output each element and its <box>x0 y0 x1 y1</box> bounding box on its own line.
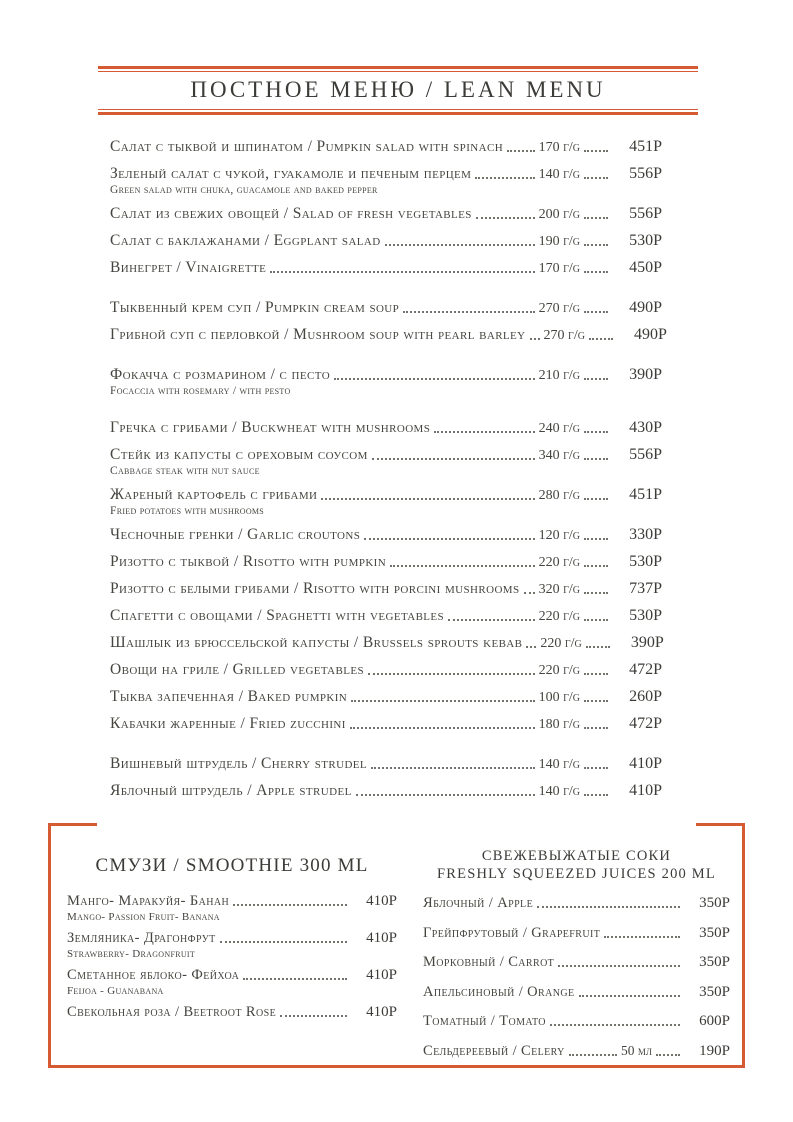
item-line <box>110 326 667 344</box>
item-price: 190Р <box>699 1042 730 1059</box>
item-weight: 220 г/g <box>538 555 580 570</box>
dot-leader <box>584 458 608 460</box>
menu-item-row <box>110 634 662 652</box>
dot-leader <box>351 700 534 702</box>
dot-leader <box>524 592 535 594</box>
item-name: Апельсиновый / Orange <box>423 983 575 1000</box>
item-name: Грейпфрутовый / Grapefruit <box>423 924 601 941</box>
menu-item-row <box>110 366 662 397</box>
menu-item-row <box>110 486 662 517</box>
item-name: Сметанное яблоко- Фейхоа <box>67 967 240 983</box>
menu-item-row <box>110 446 662 477</box>
item-price: 410Р <box>366 1004 397 1020</box>
menu-item-row <box>110 165 662 196</box>
item-line <box>110 782 662 800</box>
item-weight: 170 г/g <box>538 140 580 155</box>
dot-leader <box>526 646 536 648</box>
drink-item-row <box>423 1043 730 1060</box>
item-name: Шашлык из брюссельской капусты / Brussels sprouts kebab <box>110 634 523 651</box>
item-weight: 190 г/g <box>538 234 580 249</box>
dot-leader <box>356 794 535 796</box>
dot-leader <box>372 458 535 460</box>
item-price: 530Р <box>629 232 662 249</box>
dot-leader <box>584 727 608 729</box>
item-name: Сельдереевый / Celery <box>423 1042 565 1059</box>
item-name: Вишневый штрудель / Cherry strudel <box>110 755 368 772</box>
item-line <box>110 607 662 625</box>
item-name: Свекольная роза / Beetroot Rose <box>67 1004 277 1020</box>
item-line <box>110 661 662 679</box>
menu-item-row <box>110 259 662 277</box>
dot-leader <box>584 431 608 433</box>
item-name: Кабачки жаренные / Fried zucchini <box>110 715 346 732</box>
item-price: 410Р <box>629 755 662 772</box>
drink-item-row <box>67 893 397 923</box>
item-line <box>110 553 662 571</box>
item-name: Томатный / Tomato <box>423 1013 546 1030</box>
item-subtitle: Feijoa - Guanabana <box>67 985 164 997</box>
menu-item-row <box>110 205 662 223</box>
item-weight: 180 г/g <box>538 717 580 732</box>
juice-items <box>423 895 730 1060</box>
item-line <box>110 232 662 250</box>
item-line <box>423 1013 730 1030</box>
item-line <box>110 715 662 733</box>
item-price: 451Р <box>629 486 662 503</box>
dot-leader <box>589 338 613 340</box>
dot-leader <box>579 995 681 997</box>
menu-item-row <box>110 419 662 437</box>
item-line <box>67 1004 397 1021</box>
drink-item-row <box>67 1004 397 1021</box>
dot-leader <box>403 311 534 313</box>
item-price: 472Р <box>629 661 662 678</box>
drink-item-row <box>423 984 730 1001</box>
item-name: Салат с тыквой и шпинатом / Pumpkin salad with spinach <box>110 138 504 155</box>
item-price: 556Р <box>629 446 662 463</box>
item-price: 490Р <box>629 299 662 316</box>
menu-section <box>110 366 662 397</box>
dot-leader <box>584 592 608 594</box>
item-name: Салат из свежих овощей / Salad of fresh vegetables <box>110 205 472 222</box>
item-price: 350Р <box>699 895 730 912</box>
item-price: 350Р <box>699 983 730 1000</box>
item-name: Спагетти с овощами / Spaghetti with vegetables <box>110 607 445 624</box>
dot-leader <box>569 1054 617 1056</box>
drink-item-row <box>67 967 397 997</box>
dot-leader <box>550 1024 680 1026</box>
item-price: 350Р <box>699 924 730 941</box>
page-title: ПОСТНОЕ МЕНЮ / LEAN MENU <box>190 77 606 102</box>
menu-item-row <box>110 782 662 800</box>
menu-sections <box>110 138 667 822</box>
item-weight: 270 г/g <box>543 328 585 343</box>
item-name: Яблочный / Apple <box>423 895 534 912</box>
item-name: Салат с баклажанами / Eggplant salad <box>110 232 381 249</box>
item-weight: 220 г/g <box>540 636 582 651</box>
item-line <box>423 1043 730 1060</box>
item-name: Яблочный штрудель / Apple strudel <box>110 782 352 799</box>
menu-section <box>110 755 662 800</box>
item-price: 451Р <box>629 138 662 155</box>
dot-leader <box>584 673 608 675</box>
menu-section <box>110 299 667 344</box>
dot-leader <box>584 244 608 246</box>
smoothie-panel <box>51 823 409 1065</box>
item-line <box>110 299 662 317</box>
dot-leader <box>558 965 680 967</box>
item-weight: 210 г/g <box>538 368 580 383</box>
dot-leader <box>530 338 540 340</box>
juices-title-en: FRESHLY SQUEEZED JUICES 200 ML <box>437 866 716 883</box>
menu-section <box>110 138 662 277</box>
item-name: Ризотто с белыми грибами / Risotto with porcini mushrooms <box>110 580 520 597</box>
item-weight: 220 г/g <box>538 609 580 624</box>
menu-section <box>110 419 662 733</box>
item-weight: 240 г/g <box>538 421 580 436</box>
item-weight: 100 г/g <box>538 690 580 705</box>
dot-leader <box>280 1015 347 1017</box>
item-price: 410Р <box>366 930 397 946</box>
drink-item-row <box>423 1013 730 1030</box>
item-line <box>67 967 397 984</box>
menu-item-row <box>110 138 662 156</box>
item-line <box>110 138 662 156</box>
item-name: Фокачча с розмарином / с песто <box>110 366 331 383</box>
dot-leader <box>233 904 347 906</box>
item-line <box>110 634 662 652</box>
item-price: 390Р <box>629 366 662 383</box>
item-price: 430Р <box>629 419 662 436</box>
item-line <box>110 419 662 437</box>
item-weight: 140 г/g <box>538 167 580 182</box>
dot-leader <box>350 727 535 729</box>
item-subtitle: Mango- Passion Fruit- Banana <box>67 911 220 923</box>
item-weight: 280 г/g <box>538 488 580 503</box>
item-weight: 120 г/g <box>538 528 580 543</box>
item-price: 556Р <box>629 205 662 222</box>
dot-leader <box>537 906 680 908</box>
item-name: Грибной суп с перловкой / Mushroom soup with pearl barley <box>110 326 526 343</box>
dot-leader <box>584 498 608 500</box>
item-line <box>110 205 662 223</box>
item-line <box>423 895 730 912</box>
item-name: Овощи на гриле / Grilled vegetables <box>110 661 364 678</box>
header-bottom-rule <box>98 109 698 115</box>
item-name: Тыква запеченная / Baked pumpkin <box>110 688 348 705</box>
item-subtitle: Focaccia with rosemary / with pesto <box>110 385 291 397</box>
item-line <box>423 984 730 1001</box>
item-price: 450Р <box>629 259 662 276</box>
item-name: Земляника- Драгонфрут <box>67 930 216 946</box>
dot-leader <box>434 431 534 433</box>
menu-item-row <box>110 688 662 706</box>
dot-leader <box>220 941 347 943</box>
item-line <box>110 755 662 773</box>
item-line <box>110 486 662 504</box>
item-line <box>110 526 662 544</box>
item-subtitle: Strawberry- Dragonfruit <box>67 948 196 960</box>
dot-leader <box>584 177 608 179</box>
item-price: 737Р <box>629 580 662 597</box>
item-name: Гречка с грибами / Buckwheat with mushrooms <box>110 419 431 436</box>
item-weight: 140 г/g <box>538 757 580 772</box>
drink-item-row <box>67 930 397 960</box>
item-weight: 170 г/g <box>538 261 580 276</box>
dot-leader <box>584 619 608 621</box>
menu-item-row <box>110 661 662 679</box>
item-name: Ризотто с тыквой / Risotto with pumpkin <box>110 553 387 570</box>
dot-leader <box>385 244 535 246</box>
item-price: 260Р <box>629 688 662 705</box>
dot-leader <box>448 619 535 621</box>
item-price: 600Р <box>699 1013 730 1030</box>
smoothie-panel-title: СМУЗИ / SMOOTHIE 300 ML <box>95 855 369 876</box>
item-name: Тыквенный крем суп / Pumpkin cream soup <box>110 299 400 316</box>
drink-item-row <box>423 925 730 942</box>
dot-leader <box>368 673 535 675</box>
menu-header <box>98 66 698 115</box>
item-name: Зеленый салат с чукой, гуакамоле и печеным перцем <box>110 165 472 182</box>
dot-leader <box>334 378 535 380</box>
dot-leader <box>476 217 535 219</box>
menu-item-row <box>110 326 667 344</box>
dot-leader <box>390 565 535 567</box>
item-price: 490Р <box>634 326 667 343</box>
dot-leader <box>584 217 608 219</box>
dot-leader <box>584 794 608 796</box>
drink-item-row <box>423 954 730 971</box>
item-name: Манго- Маракуйя- Банан <box>67 893 230 909</box>
item-name: Стейк из капусты с ореховым соусом <box>110 446 368 463</box>
drinks-box <box>48 823 745 1068</box>
dot-leader <box>584 271 608 273</box>
item-line <box>423 925 730 942</box>
item-line <box>423 954 730 971</box>
dot-leader <box>584 767 608 769</box>
item-line <box>110 446 662 464</box>
menu-item-row <box>110 553 662 571</box>
item-line <box>110 688 662 706</box>
dot-leader <box>270 271 534 273</box>
dot-leader <box>243 978 347 980</box>
item-name: Винегрет / Vinaigrette <box>110 259 267 276</box>
item-subtitle: Green salad with chuka, guacamole and baked pepper <box>110 184 378 196</box>
item-name: Чесночные гренки / Garlic croutons <box>110 526 361 543</box>
item-price: 330Р <box>629 526 662 543</box>
item-price: 530Р <box>629 553 662 570</box>
item-weight: 140 г/g <box>538 784 580 799</box>
item-weight: 220 г/g <box>538 663 580 678</box>
item-line <box>110 366 662 384</box>
dot-leader <box>321 498 534 500</box>
item-weight: 320 г/g <box>538 582 580 597</box>
item-price: 410Р <box>629 782 662 799</box>
drink-item-row <box>423 895 730 912</box>
juices-panel-title <box>423 847 730 883</box>
item-name: Жареный картофель с грибами <box>110 486 318 503</box>
menu-item-row <box>110 526 662 544</box>
item-subtitle: Fried potatoes with mushrooms <box>110 505 265 517</box>
item-line <box>110 259 662 277</box>
dot-leader <box>584 538 608 540</box>
item-price: 472Р <box>629 715 662 732</box>
item-price: 410Р <box>366 967 397 983</box>
menu-item-row <box>110 232 662 250</box>
dot-leader <box>475 177 534 179</box>
item-price: 410Р <box>366 893 397 909</box>
menu-item-row <box>110 715 662 733</box>
item-line <box>110 580 662 598</box>
item-subtitle: Cabbage steak with nut sauce <box>110 465 260 477</box>
item-volume: 50 мл <box>621 1042 652 1058</box>
dot-leader <box>656 1054 680 1056</box>
item-price: 556Р <box>629 165 662 182</box>
item-weight: 270 г/g <box>538 301 580 316</box>
item-price: 350Р <box>699 954 730 971</box>
dot-leader <box>586 646 610 648</box>
dot-leader <box>604 936 680 938</box>
dot-leader <box>364 538 534 540</box>
item-line <box>110 165 662 183</box>
item-name: Морковный / Carrot <box>423 954 555 971</box>
menu-item-row <box>110 580 662 598</box>
menu-item-row <box>110 299 662 317</box>
item-weight: 200 г/g <box>538 207 580 222</box>
dot-leader <box>584 565 608 567</box>
juices-panel <box>409 823 742 1065</box>
dot-leader <box>584 378 608 380</box>
smoothie-items <box>67 893 397 1021</box>
menu-item-row <box>110 607 662 625</box>
dot-leader <box>371 767 535 769</box>
item-weight: 340 г/g <box>538 448 580 463</box>
dot-leader <box>584 150 608 152</box>
item-line <box>67 930 397 947</box>
item-line <box>67 893 397 910</box>
dot-leader <box>584 700 608 702</box>
dot-leader <box>507 150 535 152</box>
item-price: 390Р <box>630 634 664 651</box>
dot-leader <box>584 311 608 313</box>
item-price: 530Р <box>629 607 662 624</box>
juices-title-ru: СВЕЖЕВЫЖАТЫЕ СОКИ <box>481 848 672 864</box>
menu-item-row <box>110 755 662 773</box>
